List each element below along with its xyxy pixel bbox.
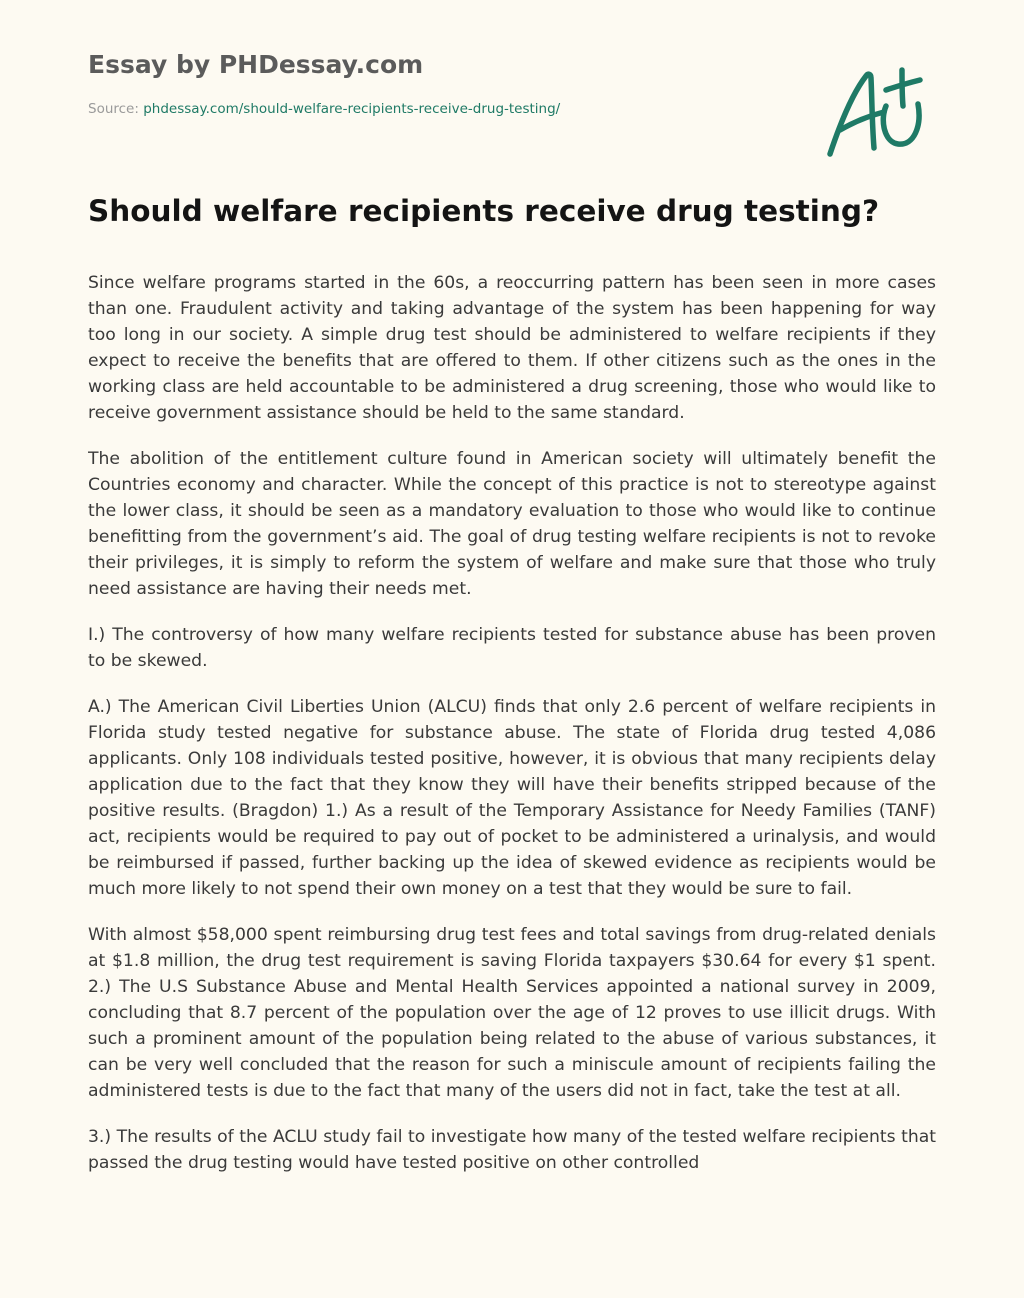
essay-paragraph: With almost $58,000 spent reimbursing drug test fees and total savings from drug-related denials at $1.8 million, the drug test requirement is saving Florida taxpayers $30.64 for every $1 spent. 2.) The U.S Substance Abuse and Mental Health Services appointed a national survey in 2009, concluding that 8.7 percent of the population over the age of 12 proves to use illicit drugs. With such a prominent amount of the population being related to the abuse of various substances, it can be very well concluded that the reason for such a miniscule amount of recipients failing the administered tests is due to the fact that many of the users did not in fact, take the test at all. xyxy=(88,925,936,1101)
a-plus-logo-icon xyxy=(822,64,932,160)
site-title: Essay by PHDessay.com xyxy=(88,50,424,79)
source-label: Source: xyxy=(88,101,144,117)
source-line xyxy=(88,100,788,118)
essay-body xyxy=(88,270,936,1298)
essay-paragraph: The abolition of the entitlement culture found in American society will ultimately benefit the Countries economy and character. While the concept of this practice is not to stereotype against the lower class, it should be seen as a mandatory evaluation to those who would like to continue benefitting from the government’s aid. The goal of drug testing welfare recipients is not to revoke their privileges, it is simply to reform the system of welfare and make sure that those who truly need assistance are having their needs met. xyxy=(88,449,936,599)
source-link[interactable]: phdessay.com/should-welfare-recipients-receive-drug-testing/ xyxy=(143,101,561,117)
page-header xyxy=(88,48,788,118)
essay-title: Should welfare recipients receive drug testing? xyxy=(88,194,880,228)
essay-paragraph: I.) The controversy of how many welfare recipients tested for substance abuse has been proven to be skewed. xyxy=(88,625,936,671)
essay-paragraph: 3.) The results of the ACLU study fail to investigate how many of the tested welfare recipients that passed the drug testing would have tested positive on other controlled xyxy=(88,1127,936,1173)
essay-paragraph: Since welfare programs started in the 60s, a reoccurring pattern has been seen in more cases than one. Fraudulent activity and taking advantage of the system has been happening for way too long in our society. A simple drug test should be administered to welfare recipients if they expect to receive the benefits that are offered to them. If other citizens such as the ones in the working class are held accountable to be administered a drug screening, those who would like to receive government assistance should be held to the same standard. xyxy=(88,273,936,423)
essay-paragraph: A.) The American Civil Liberties Union (ALCU) finds that only 2.6 percent of welfare recipients in Florida study tested negative for substance abuse. The state of Florida drug tested 4,086 applicants. Only 108 individuals tested positive, however, it is obvious that many recipients delay application due to the fact that they know they will have their benefits stripped because of the positive results. (Bragdon) 1.) As a result of the Temporary Assistance for Needy Families (TANF) act, recipients would be required to pay out of pocket to be administered a urinalysis, and would be reimbursed if passed, further backing up the idea of skewed evidence as recipients would be much more likely to not spend their own money on a test that they would be sure to fail. xyxy=(88,697,936,899)
